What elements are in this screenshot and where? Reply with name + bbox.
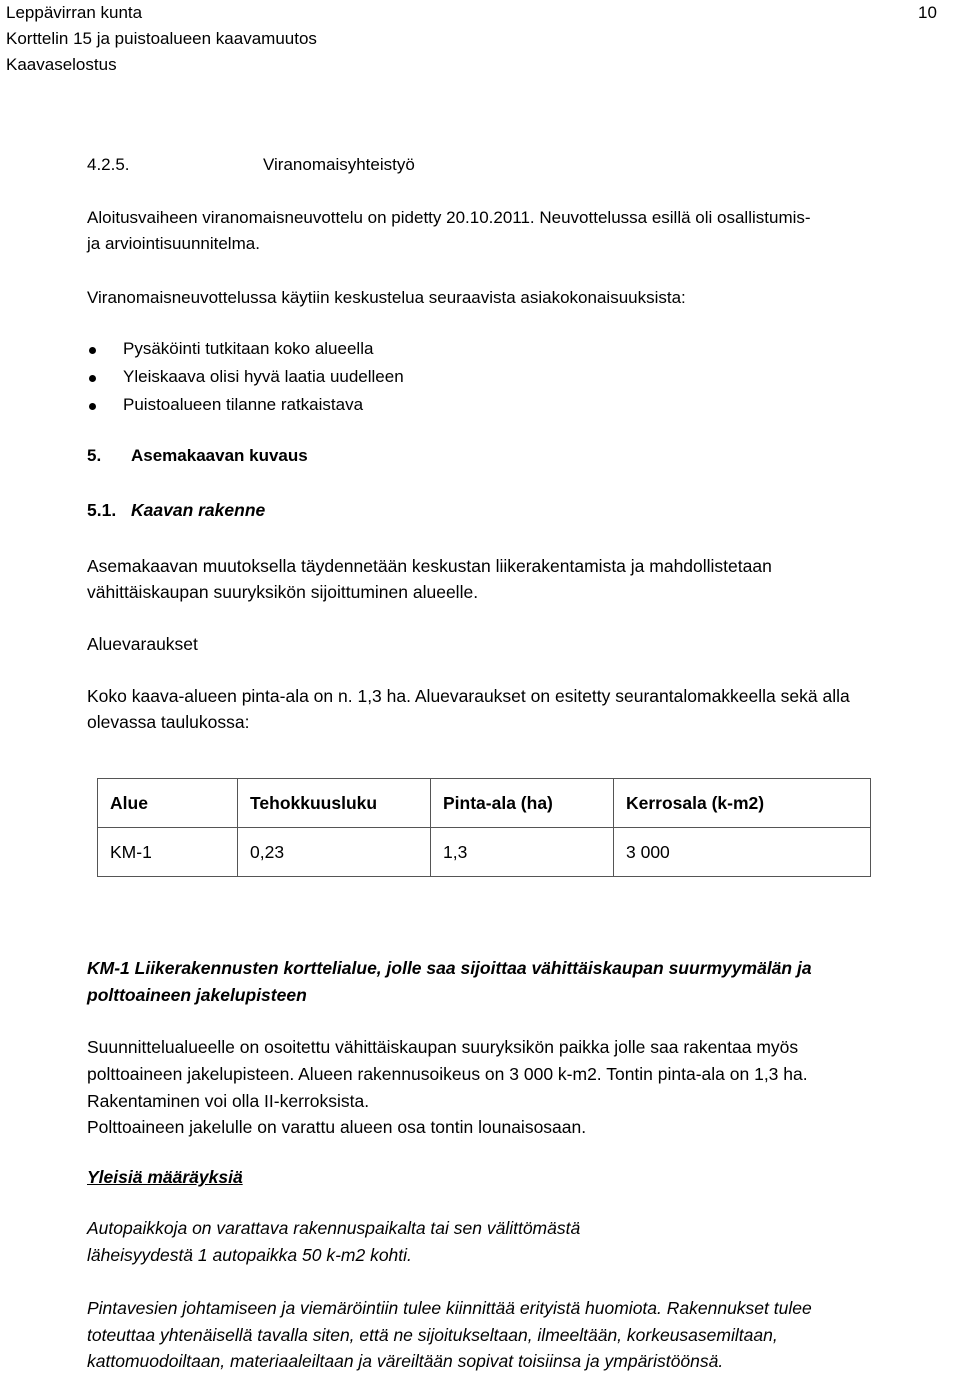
section-number: 4.2.5.	[87, 155, 130, 174]
table-cell: KM-1	[98, 828, 238, 877]
paragraph-line: Suunnittelualueelle on osoitettu vähittäiskaupan suuryksikön paikka jolle saa rakentaa myös	[87, 1037, 799, 1057]
section-number: 5.1.	[87, 500, 117, 520]
table-cell: 0,23	[238, 828, 431, 877]
general-heading: Yleisiä määräyksiä	[87, 1167, 243, 1187]
header-doc-type: Kaavaselostus	[6, 55, 117, 74]
table-row	[98, 828, 871, 877]
paragraph-line: Pintavesien johtamiseen ja viemäröintiin tulee kiinnittää erityistä huomiota. Rakennukset tulee	[87, 1298, 812, 1318]
paragraph-line: Rakentaminen voi olla II-kerroksista.	[87, 1091, 370, 1111]
paragraph-line: toteuttaa yhtenäisellä tavalla siten, että ne sijoitukseltaan, ilmeeltään, korkeusasemiltaan,	[87, 1325, 778, 1345]
page-header	[6, 0, 317, 78]
km1-heading: KM-1 Liikerakennusten korttelialue, jolle saa sijoittaa vähittäiskaupan suurmyymälän ja	[87, 958, 812, 978]
section-title: Kaavan rakenne	[131, 500, 266, 520]
paragraph-line: Asemakaavan muutoksella täydennetään keskustan liikerakentamista ja mahdollistetaan	[87, 556, 772, 576]
table-cell: 1,3	[431, 828, 614, 877]
paragraph-line: vähittäiskaupan suuryksikön sijoittuminen alueelle.	[87, 582, 479, 602]
section-number: 5.	[87, 446, 102, 465]
table-cell: 3 000	[614, 828, 871, 877]
table-header-cell: Kerrosala (k-m2)	[614, 779, 871, 828]
subheading: Aluevaraukset	[87, 634, 198, 654]
bullet-icon	[89, 375, 96, 382]
bullet-icon	[89, 347, 96, 354]
paragraph-line: Aloitusvaiheen viranomaisneuvottelu on pidetty 20.10.2011. Neuvottelussa esillä oli osallistumis-	[87, 208, 811, 227]
paragraph-line: läheisyydestä 1 autopaikka 50 k-m2 kohti.	[87, 1245, 412, 1265]
paragraph-line: kattomuodoiltaan, materiaaleiltaan ja väreiltään sopivat toisiinsa ja ympäristöönsä.	[87, 1351, 724, 1371]
paragraph-line: Koko kaava-alueen pinta-ala on n. 1,3 ha. Aluevaraukset on esitetty seurantalomakkeella sekä alla	[87, 686, 850, 706]
km1-heading: polttoaineen jakelupisteen	[87, 985, 307, 1005]
bullet-item: Yleiskaava olisi hyvä laatia uudelleen	[123, 367, 404, 386]
table-header-cell: Alue	[98, 779, 238, 828]
header-municipality: Leppävirran kunta	[6, 3, 143, 22]
bullet-item: Puistoalueen tilanne ratkaistava	[123, 395, 364, 414]
bullet-item: Pysäköinti tutkitaan koko alueella	[123, 339, 374, 358]
bullet-icon	[89, 403, 96, 410]
header-project: Korttelin 15 ja puistoalueen kaavamuutos	[6, 29, 317, 48]
table-header-cell: Pinta-ala (ha)	[431, 779, 614, 828]
area-table	[97, 778, 871, 877]
paragraph-line: Viranomaisneuvottelussa käytiin keskustelua seuraavista asiakokonaisuuksista:	[87, 288, 686, 307]
paragraph-line: polttoaineen jakelupisteen. Alueen rakennusoikeus on 3 000 k-m2. Tontin pinta-ala on 1,3 ha.	[87, 1064, 808, 1084]
page-number: 10	[918, 3, 937, 22]
table-header-row	[98, 779, 871, 828]
paragraph-line: Autopaikkoja on varattava rakennuspaikalta tai sen välittömästä	[87, 1218, 581, 1238]
paragraph-line: Polttoaineen jakelulle on varattu alueen osa tontin lounaisosaan.	[87, 1117, 587, 1137]
table-header-cell: Tehokkuusluku	[238, 779, 431, 828]
section-title: Viranomaisyhteistyö	[263, 155, 415, 174]
paragraph-line: olevassa taulukossa:	[87, 712, 250, 732]
section-title: Asemakaavan kuvaus	[131, 446, 308, 465]
paragraph-line: ja arviointisuunnitelma.	[87, 234, 260, 253]
